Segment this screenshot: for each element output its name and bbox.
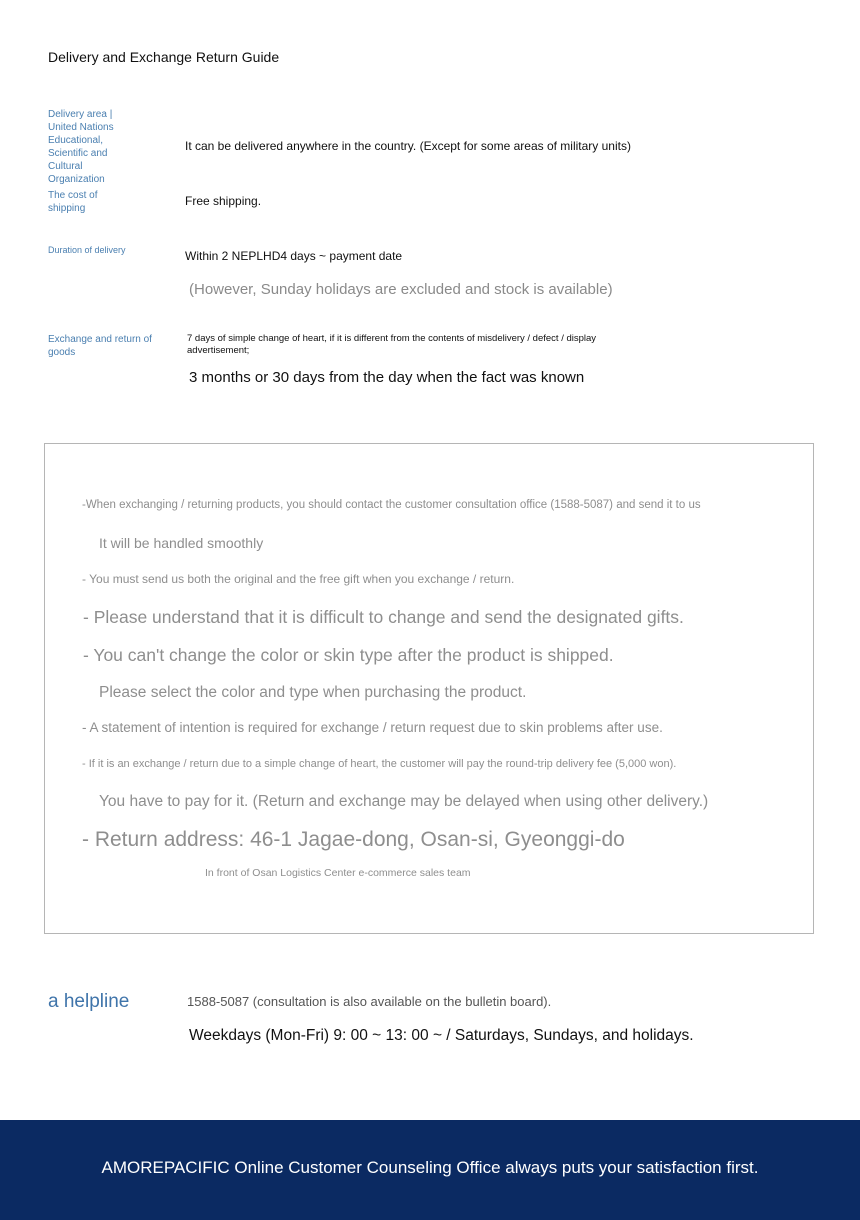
helpline-hours: Weekdays (Mon-Fri) 9: 00 ~ 13: 00 ~ / Saturdays, Sundays, and holidays. bbox=[189, 1027, 694, 1044]
notice-line: It will be handled smoothly bbox=[99, 535, 264, 551]
shipping-cost-label: The cost of shipping bbox=[48, 190, 98, 214]
exchange-return-label: Exchange and return of goods bbox=[48, 334, 152, 358]
exchange-return-period: 3 months or 30 days from the day when the fact was known bbox=[189, 369, 585, 386]
delivery-duration-label: Duration of delivery bbox=[48, 245, 126, 255]
return-address: - Return address: 46-1 Jagae-dong, Osan-si, Gyeonggi-do bbox=[82, 828, 625, 851]
notice-line: - If it is an exchange / return due to a simple change of heart, the customer will pay the round-trip delivery fee (5,000 won). bbox=[82, 758, 677, 770]
shipping-cost-value: Free shipping. bbox=[185, 194, 262, 208]
footer-message: AMOREPACIFIC Online Customer Counseling Office always puts your satisfaction first. bbox=[101, 1158, 759, 1177]
notice-line: You have to pay for it. (Return and exchange may be delayed when using other delivery.) bbox=[99, 793, 709, 810]
page-title: Delivery and Exchange Return Guide bbox=[48, 49, 280, 65]
notice-line: Please select the color and type when purchasing the product. bbox=[99, 684, 527, 701]
return-address-detail: In front of Osan Logistics Center e-commerce sales team bbox=[205, 867, 471, 879]
notice-line: - You must send us both the original and the free gift when you exchange / return. bbox=[82, 572, 515, 586]
helpline-phone: 1588-5087 (consultation is also available on the bulletin board). bbox=[187, 994, 552, 1009]
notice-line: - Please understand that it is difficult to change and send the designated gifts. bbox=[83, 607, 684, 627]
notice-line: -When exchanging / returning products, you should contact the customer consultation office (1588-5087) and send it to us bbox=[82, 499, 701, 511]
helpline-label: a helpline bbox=[48, 991, 130, 1012]
exchange-return-condition: 7 days of simple change of heart, if it is different from the contents of misdelivery / defect / display advertisement; bbox=[187, 333, 597, 356]
footer-banner bbox=[0, 1120, 860, 1220]
notice-line: - You can't change the color or skin type after the product is shipped. bbox=[83, 645, 614, 665]
delivery-area-value: It can be delivered anywhere in the country. (Except for some areas of military units) bbox=[185, 139, 631, 153]
delivery-duration-value: Within 2 NEPLHD4 days ~ payment date bbox=[185, 249, 403, 263]
delivery-duration-note: (However, Sunday holidays are excluded and stock is available) bbox=[189, 281, 613, 298]
delivery-area-label: Delivery area | United Nations Educational, Scientific and Cultural Organization bbox=[48, 109, 114, 185]
notice-line: - A statement of intention is required for exchange / return request due to skin problems after use. bbox=[82, 720, 663, 735]
